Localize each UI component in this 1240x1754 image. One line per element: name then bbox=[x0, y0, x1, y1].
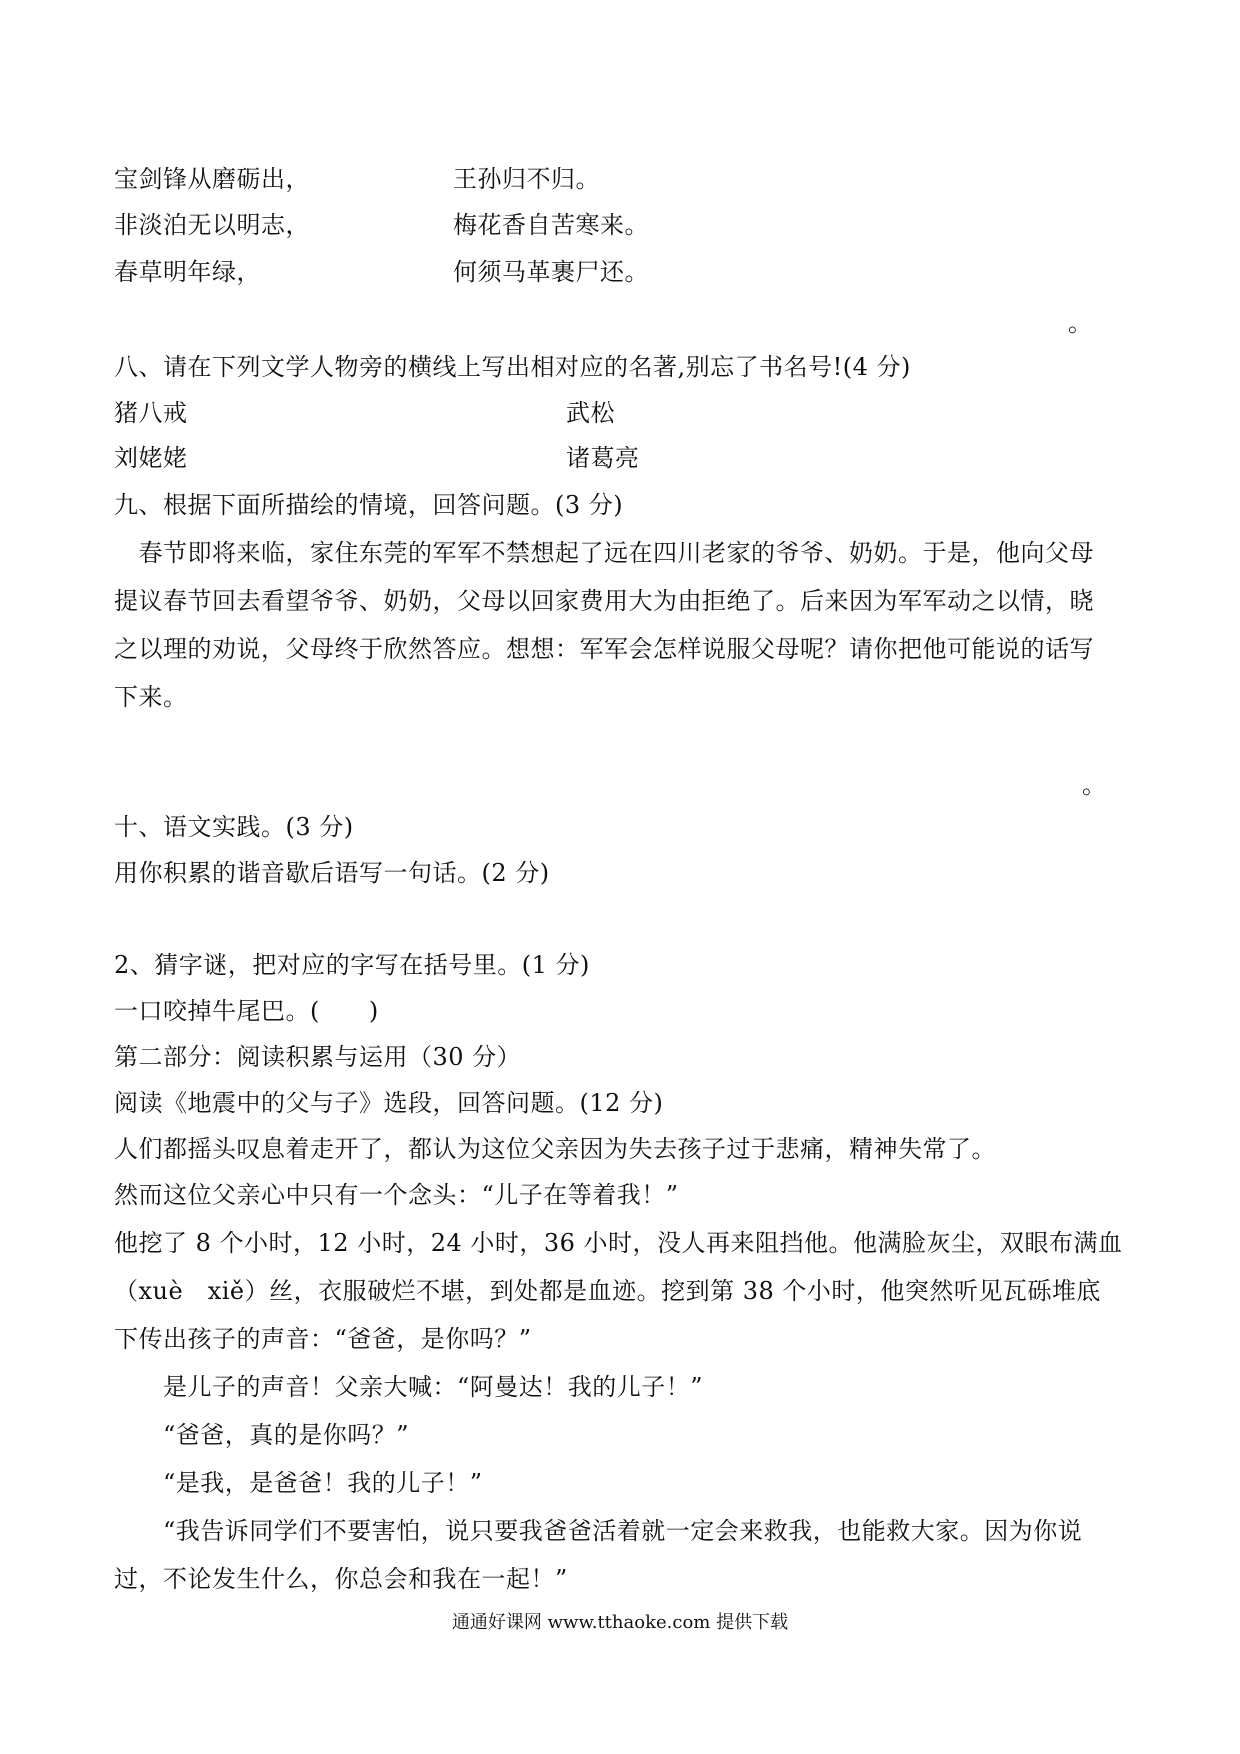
section9-heading: 九、根据下面所描绘的情境，回答问题。(3 分) bbox=[114, 491, 624, 519]
part2-heading: 第二部分：阅读积累与运用（30 分） bbox=[114, 1043, 522, 1071]
section10-heading: 十、语文实践。(3 分) bbox=[114, 813, 354, 841]
part2-line-1: 人们都摇头叹息着走开了，都认为这位父亲因为失去孩子过于悲痛，精神失常了。 bbox=[114, 1135, 996, 1163]
part2-line-3: 他挖了 8 个小时，12 小时，24 小时，36 小时，没人再来阻挡他。他满脸灰尘，双眼布满血 bbox=[114, 1229, 1123, 1257]
part2-line-6: 是儿子的声音！父亲大喊：“阿曼达！我的儿子！” bbox=[114, 1373, 704, 1401]
section9-end-mark: 。 bbox=[1082, 771, 1106, 799]
poem-end-mark: 。 bbox=[1068, 309, 1092, 337]
section9-para-line-3: 之以理的劝说，父母终于欣然答应。想想：军军会怎样说服父母呢？请你把他可能说的话写 bbox=[114, 635, 1094, 663]
section8-heading: 八、请在下列文学人物旁的横线上写出相对应的名著,别忘了书名号!(4 分) bbox=[114, 353, 911, 381]
part2-line-2: 然而这位父亲心中只有一个念头：“儿子在等着我！” bbox=[114, 1181, 679, 1209]
part2-intro: 阅读《地震中的父与子》选段，回答问题。(12 分) bbox=[114, 1089, 664, 1117]
footer-credit: 通通好课网 www.tthaoke.com 提供下载 bbox=[451, 1612, 789, 1633]
section10-question-1: 用你积累的谐音歇后语写一句话。(2 分) bbox=[114, 859, 550, 887]
section10-question-2: 2、猜字谜，把对应的字写在括号里。(1 分) bbox=[114, 951, 590, 979]
section8-char-wusong: 武松 bbox=[566, 399, 615, 427]
section9-para-line-1: 春节即将来临，家住东莞的军军不禁想起了远在四川老家的爷爷、奶奶。于是，他向父母 bbox=[114, 539, 1094, 567]
part2-line-10: 过，不论发生什么，你总会和我在一起！” bbox=[114, 1565, 568, 1593]
poem-left-1: 宝剑锋从磨砺出， bbox=[114, 165, 310, 193]
poem-right-3: 何须马革裹尸还。 bbox=[453, 258, 649, 286]
part2-line-7: “爸爸，真的是你吗？” bbox=[114, 1421, 410, 1449]
section10-riddle: 一口咬掉牛尾巴。( ) bbox=[114, 997, 379, 1025]
poem-left-3: 春草明年绿， bbox=[114, 258, 261, 286]
section8-char-zhugeliang: 诸葛亮 bbox=[566, 444, 640, 472]
part2-line-5: 下传出孩子的声音：“爸爸，是你吗？” bbox=[114, 1325, 532, 1353]
poem-right-2: 梅花香自苦寒来。 bbox=[453, 211, 649, 239]
part2-line-4: （xuè xiě）丝，衣服破烂不堪，到处都是血迹。挖到第 38 个小时，他突然听见瓦砾堆底 bbox=[114, 1277, 1101, 1305]
part2-line-8: “是我，是爸爸！我的儿子！” bbox=[114, 1469, 483, 1497]
poem-left-2: 非淡泊无以明志， bbox=[114, 211, 310, 239]
section8-char-zhubajie: 猪八戒 bbox=[114, 399, 188, 427]
poem-right-1: 王孙归不归。 bbox=[453, 165, 600, 193]
section9-para-line-4: 下来。 bbox=[114, 683, 188, 711]
part2-line-9: “我告诉同学们不要害怕，说只要我爸爸活着就一定会来救我，也能救大家。因为你说 bbox=[114, 1517, 1083, 1545]
section9-para-line-2: 提议春节回去看望爷爷、奶奶，父母以回家费用大为由拒绝了。后来因为军军动之以情，晓 bbox=[114, 587, 1094, 615]
section8-char-liulaolao: 刘姥姥 bbox=[114, 444, 188, 472]
